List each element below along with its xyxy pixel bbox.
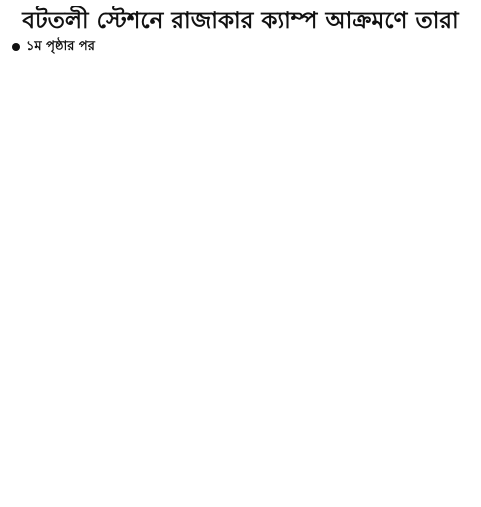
- headline: বটতলী স্টেশনে রাজাকার ক্যাম্প আক্রমণে তারা: [22, 8, 459, 34]
- continued-from-line: [12, 38, 473, 56]
- bullet-icon: [12, 43, 20, 51]
- continued-from-label: ১ম পৃষ্ঠার পর: [26, 39, 95, 54]
